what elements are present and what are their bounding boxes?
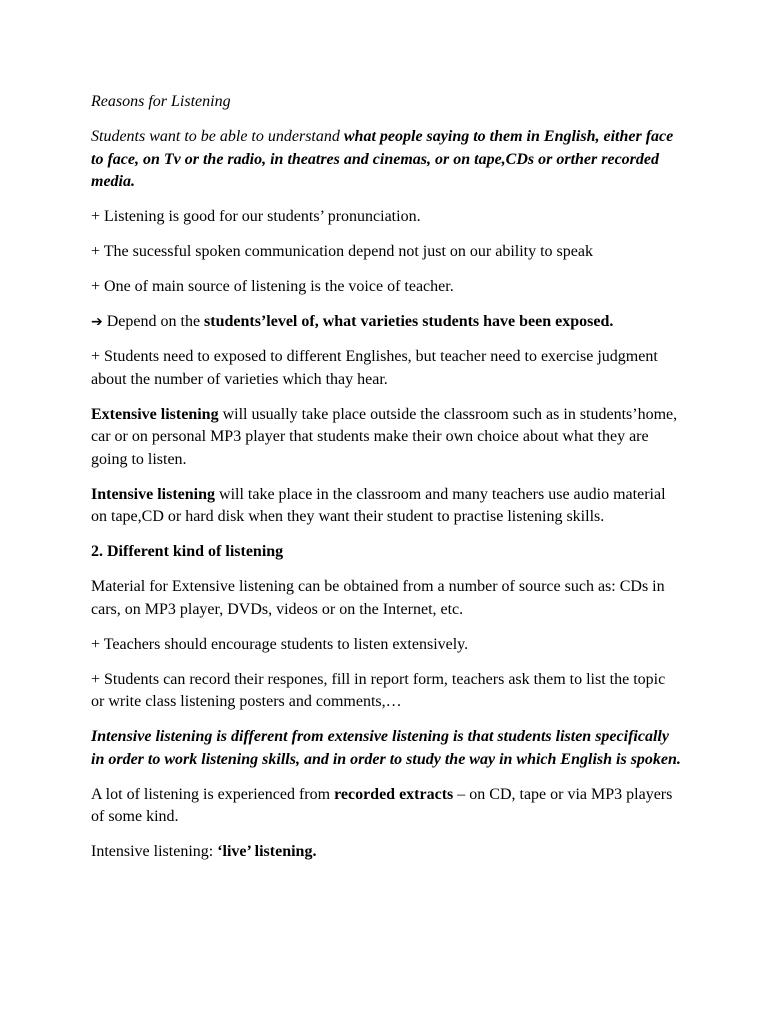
document-body xyxy=(91,91,681,876)
text-emphasis: ‘live’ listening. xyxy=(217,843,317,860)
text-emphasis: recorded extracts xyxy=(334,785,454,803)
text-lead: Depend on the xyxy=(102,313,205,330)
text-rest: – on CD, tape or via MP3 players of some kind. xyxy=(91,785,673,825)
paragraph-understand xyxy=(91,126,681,194)
term-intensive-listening: Intensive listening xyxy=(91,485,216,503)
paragraph-depend xyxy=(91,311,681,334)
text-emphasis: what people saying to them in English, either face to face, on Tv or the radio, in theatres and cinemas, or on tape,CDs or orther recorded media. xyxy=(91,128,674,190)
paragraph-communication: + The sucessful spoken communication depend not just on our ability to speak xyxy=(91,243,593,260)
paragraph-encourage: + Teachers should encourage students to listen extensively. xyxy=(91,635,469,653)
text-lead: A lot of listening is experienced from xyxy=(91,785,335,803)
paragraph-intensive-difference: Intensive listening is different from extensive listening is that students listen specifically in order to work listening skills, and in order to study the way in which English is spoken. xyxy=(91,728,681,768)
paragraph-live-listening xyxy=(91,841,681,864)
paragraph-recorded-extracts xyxy=(91,784,681,829)
term-extensive-listening: Extensive listening xyxy=(91,405,219,423)
paragraph-material: Material for Extensive listening can be obtained from a number of source such as: CDs in cars, on MP3 player, DVDs, videos or on the Internet, etc. xyxy=(91,578,665,618)
paragraph-englishes: + Students need to exposed to different Englishes, but teacher need to exercise judgment about the number of varieties which thay hear. xyxy=(91,348,658,388)
text-rest: will take place in the classroom and many teachers use audio material on tape,CD or hard disk when they want their student to practise listening skills. xyxy=(91,485,666,525)
right-arrow-icon: ➔ xyxy=(91,314,103,330)
section-heading-different-kind: 2. Different kind of listening xyxy=(91,543,284,560)
paragraph-record: + Students can record their respones, fill in report form, teachers ask them to list the topic or write class listening posters and comments,… xyxy=(91,670,666,710)
text-lead: Intensive listening: xyxy=(91,843,218,860)
text-lead: Students want to be able to understand xyxy=(91,128,344,145)
text-rest: will usually take place outside the classroom such as in students’home, car or on personal MP3 player that students make their own choice about what they are going to listen. xyxy=(91,405,678,468)
paragraph-pronunciation: + Listening is good for our students’ pronunciation. xyxy=(91,208,421,225)
paragraph-intensive xyxy=(91,484,681,529)
paragraph-teacher-voice: + One of main source of listening is the voice of teacher. xyxy=(91,278,454,295)
text-emphasis: students’level of, what varieties students have been exposed. xyxy=(204,313,614,330)
paragraph-extensive xyxy=(91,404,681,472)
heading-reasons: Reasons for Listening xyxy=(91,93,231,110)
